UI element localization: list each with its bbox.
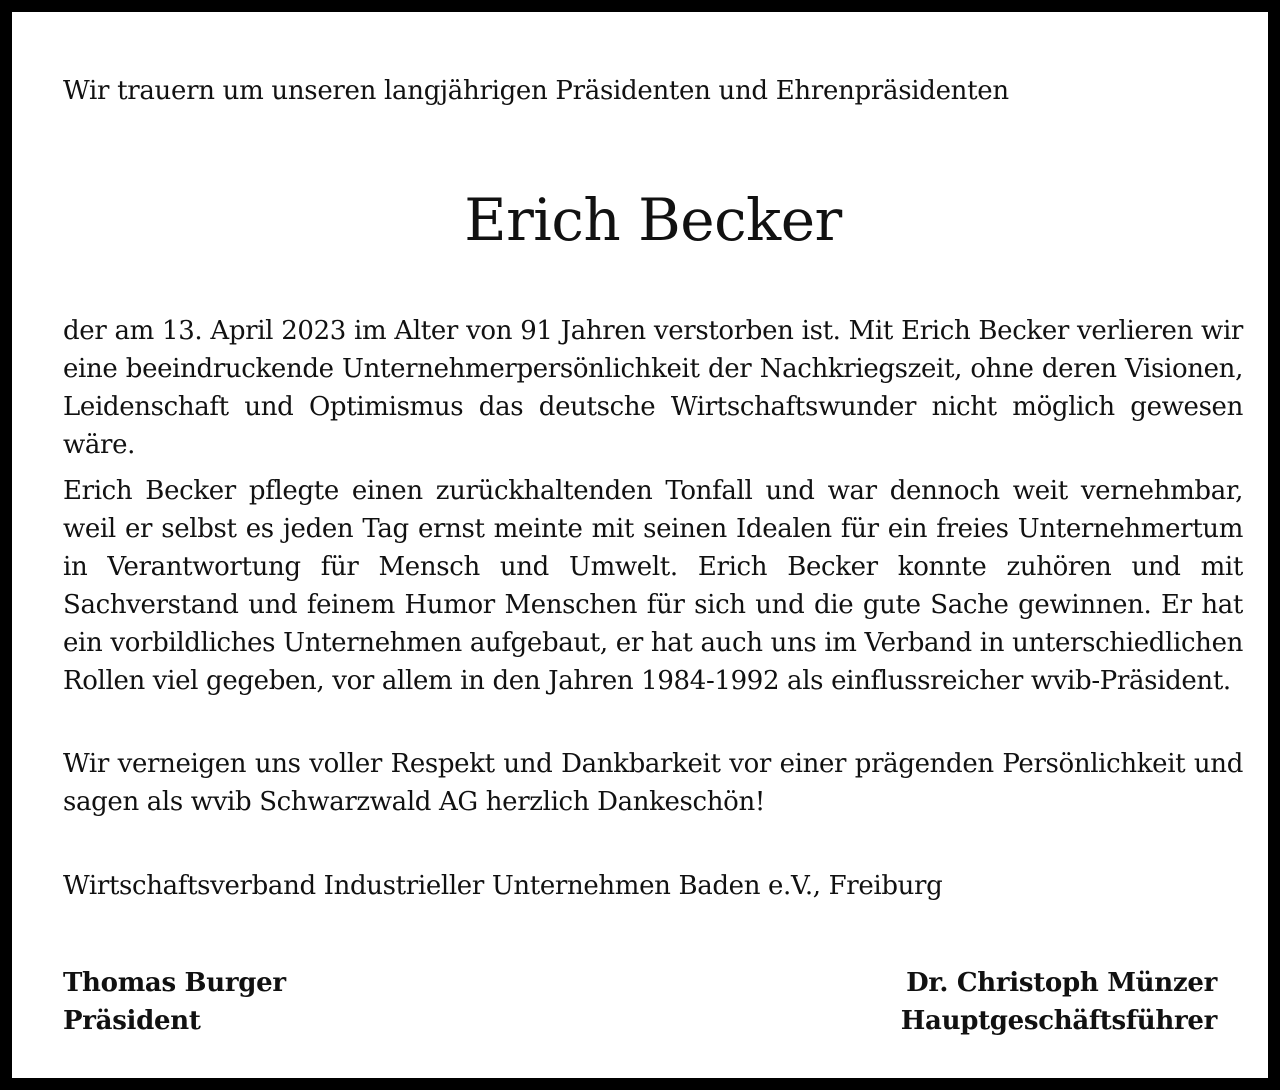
signatory-right-name: Dr. Christoph Münzer (906, 968, 1217, 998)
paragraph-1: der am 13. April 2023 im Alter von 91 Jahren verstorben ist. Mit Erich Becker verlieren wir eine beeindruckende Unternehmerpersönlichkeit der Nachkriegszeit, ohne deren Visionen, Leidenschaft und Optimismus das deutsche Wirtschaftswunder nicht möglich gewesen wäre. (63, 316, 1243, 460)
paragraph-2: Erich Becker pflegte einen zurückhaltenden Tonfall und war dennoch weit vernehmbar, weil er selbst es jeden Tag ernst meinte mit seinen Idealen für ein freies Unternehmertum in Verantwortung für Mensch und Umwelt. Erich Becker konnte zuhören und mit Sachverstand und feinem Humor Menschen für sich und die gute Sache gewinnen. Er hat ein vorbildliches Unternehmen aufgebaut, er hat auch uns im Verband in unterschiedlichen Rollen viel gegeben, vor allem in den Jahren 1984-1992 als einflussreicher wvib-Präsident. (63, 476, 1243, 696)
paragraph-3: Wir verneigen uns voller Respekt und Dankbarkeit vor einer prägenden Persönlichkeit und sagen als wvib Schwarzwald AG herzlich Dankeschön! (63, 749, 1243, 817)
signatory-right-role: Hauptgeschäftsführer (900, 1006, 1217, 1036)
signatory-right (901, 964, 1217, 1040)
deceased-name: Erich Becker (464, 186, 842, 254)
organization-line: Wirtschaftsverband Industrieller Unternehmen Baden e.V., Freiburg (63, 871, 943, 901)
signatory-left (63, 964, 286, 1040)
intro-line: Wir trauern um unseren langjährigen Präsidenten und Ehrenpräsidenten (63, 76, 1009, 106)
signatory-left-name: Thomas Burger (63, 968, 286, 998)
signatory-left-role: Präsident (63, 1006, 201, 1036)
